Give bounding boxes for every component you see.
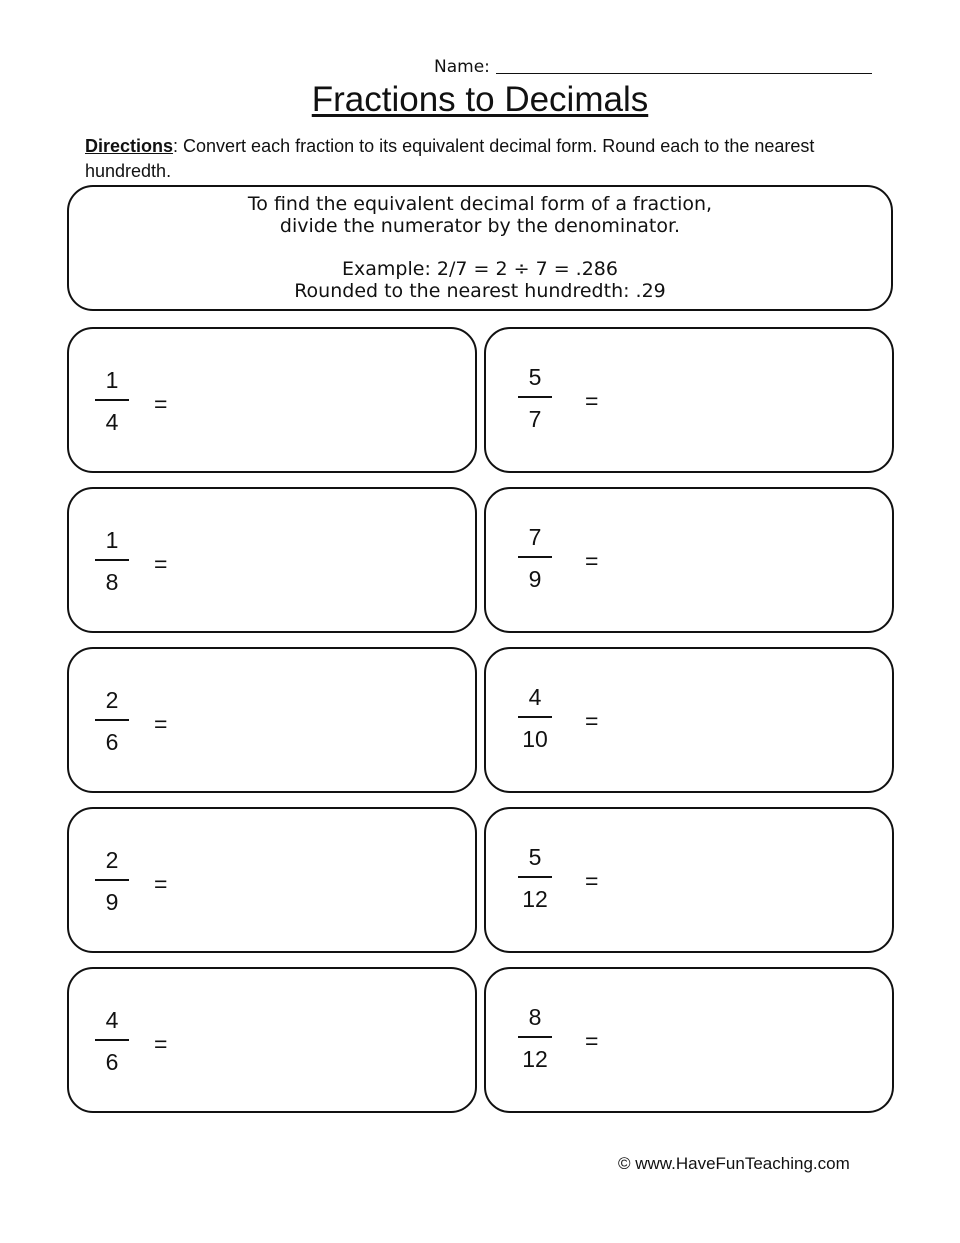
name-field bbox=[434, 57, 872, 77]
problem-box[interactable] bbox=[67, 487, 477, 633]
equals-sign: = bbox=[585, 548, 599, 574]
problem-box[interactable] bbox=[484, 967, 894, 1113]
equals-sign: = bbox=[154, 1031, 168, 1057]
numerator: 2 bbox=[105, 687, 119, 713]
equals-sign: = bbox=[154, 391, 168, 417]
fraction-bar bbox=[518, 1036, 552, 1038]
fraction-bar bbox=[95, 1039, 129, 1041]
fraction-bar bbox=[95, 559, 129, 561]
directions-text: : Convert each fraction to its equivalent decimal form. Round each to the nearest hundredth. bbox=[85, 136, 815, 181]
rounded-example-line: Rounded to the nearest hundredth: .29 bbox=[294, 280, 666, 302]
denominator: 7 bbox=[528, 406, 542, 432]
copyright-footer: © www.HaveFunTeaching.com bbox=[618, 1154, 850, 1173]
numerator: 7 bbox=[528, 524, 542, 550]
fraction-bar bbox=[518, 396, 552, 398]
problem-box[interactable] bbox=[67, 967, 477, 1113]
denominator: 9 bbox=[105, 889, 119, 915]
instruction-line-2: divide the numerator by the denominator. bbox=[279, 215, 681, 237]
equals-sign: = bbox=[585, 708, 599, 734]
numerator: 2 bbox=[105, 847, 119, 873]
fraction-bar bbox=[518, 556, 552, 558]
equals-sign: = bbox=[154, 711, 168, 737]
numerator: 8 bbox=[528, 1004, 542, 1030]
equals-sign: = bbox=[154, 551, 168, 577]
fraction-bar bbox=[95, 719, 129, 721]
name-blank-line[interactable] bbox=[496, 73, 872, 74]
problem-box[interactable] bbox=[67, 647, 477, 793]
problem-box[interactable] bbox=[484, 807, 894, 953]
fraction-bar bbox=[518, 876, 552, 878]
equals-sign: = bbox=[585, 868, 599, 894]
problem-box[interactable] bbox=[67, 327, 477, 473]
numerator: 5 bbox=[528, 364, 542, 390]
denominator: 12 bbox=[522, 1046, 548, 1072]
problem-box[interactable] bbox=[484, 487, 894, 633]
denominator: 10 bbox=[522, 726, 548, 752]
equals-sign: = bbox=[154, 871, 168, 897]
numerator: 1 bbox=[105, 527, 119, 553]
directions bbox=[85, 134, 875, 184]
equals-sign: = bbox=[585, 388, 599, 414]
instruction-line-1: To find the equivalent decimal form of a fraction, bbox=[247, 193, 713, 215]
denominator: 12 bbox=[522, 886, 548, 912]
problem-box[interactable] bbox=[484, 327, 894, 473]
equals-sign: = bbox=[585, 1028, 599, 1054]
problem-box[interactable] bbox=[484, 647, 894, 793]
page-title: Fractions to Decimals bbox=[311, 80, 649, 119]
numerator: 5 bbox=[528, 844, 542, 870]
instruction-box bbox=[67, 185, 893, 311]
denominator: 4 bbox=[105, 409, 119, 435]
directions-label: Directions bbox=[85, 136, 174, 156]
numerator: 1 bbox=[105, 367, 119, 393]
fraction-bar bbox=[95, 879, 129, 881]
example-line: Example: 2/7 = 2 ÷ 7 = .286 bbox=[342, 258, 618, 280]
name-label: Name: bbox=[434, 57, 490, 77]
numerator: 4 bbox=[528, 684, 542, 710]
fraction-bar bbox=[95, 399, 129, 401]
problem-box[interactable] bbox=[67, 807, 477, 953]
denominator: 6 bbox=[105, 1049, 119, 1075]
fraction-bar bbox=[518, 716, 552, 718]
denominator: 6 bbox=[105, 729, 119, 755]
denominator: 9 bbox=[528, 566, 542, 592]
denominator: 8 bbox=[105, 569, 119, 595]
numerator: 4 bbox=[105, 1007, 119, 1033]
